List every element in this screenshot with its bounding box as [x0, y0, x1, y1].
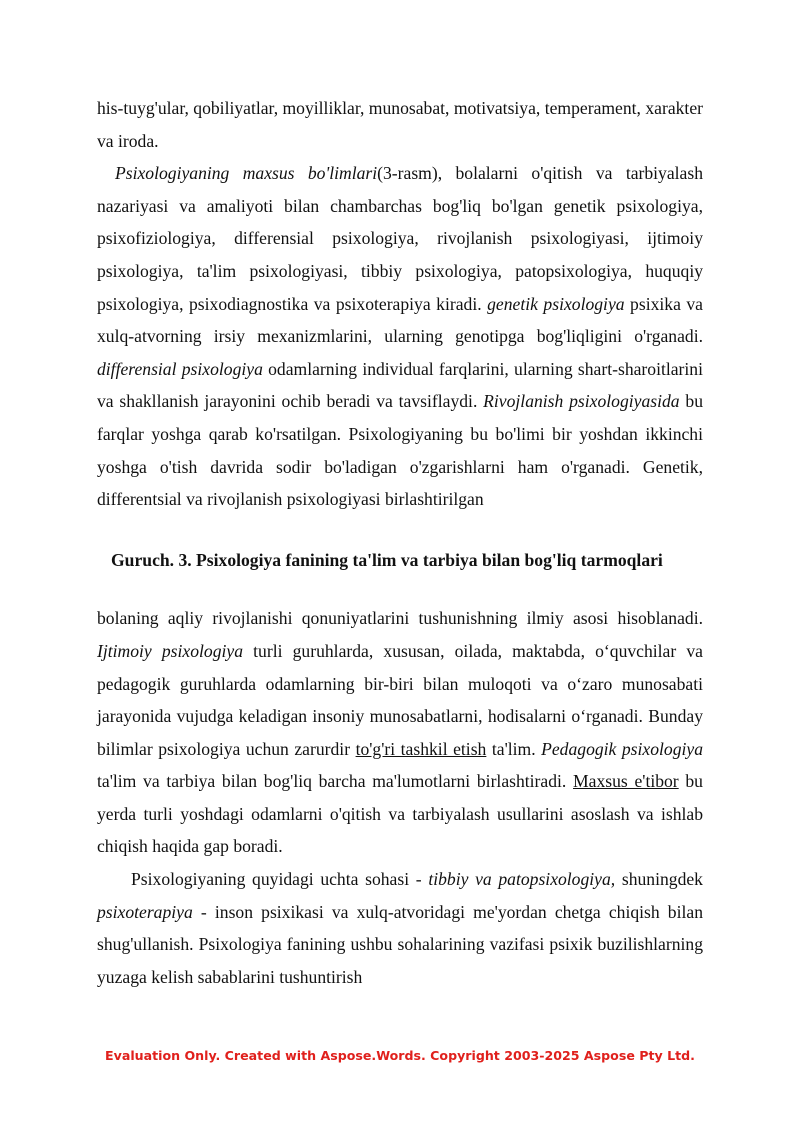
paragraph-4-text-a: Psixologiyaning quyidagi uchta sohasi -	[131, 869, 429, 890]
paragraph-4-text-b: shuningdek	[615, 869, 703, 890]
paragraph-2-text-d: bu farqlar yoshga qarab ko'rsatilgan. Psixologiyaning bu bo'limi bir yoshdan ikkinchi yoshga o'tish davrida sodir bo'ladigan o'zgarishlarni ham o'rganadi. Genetik, differentsial va rivojlanish psixologiyasi birlashtirilgan	[97, 391, 703, 510]
term-maxsus-bolimlari: Psixologiyaning maxsus bo'limlari	[115, 163, 378, 184]
paragraph-1-text: his-tuyg'ular, qobiliyatlar, moyilliklar, munosabat, motivatsiya, temperament, xarakter va iroda.	[97, 98, 703, 151]
document-body	[97, 92, 703, 993]
paragraph-4-text-c: - inson psixikasi va xulq-atvoridagi me'yordan chetga chiqish bilan shug'ullanish. Psixologiya fanining ushbu sohalarining vazifasi psixik buzilishlarning yuzaga kelish sabablarini tushuntirish	[97, 901, 703, 987]
paragraph-3-text-e: bu yerda turli yoshdagi odamlarni o'qitish va tarbiyalash usullarini asoslash va ishlab chiqish haqida gap boradi.	[97, 771, 703, 857]
paragraph-1	[97, 92, 703, 157]
term-pedagogik-psixologiya: Pedagogik psixologiya	[541, 738, 703, 759]
term-genetik-psixologiya: genetik psixologiya	[487, 293, 625, 314]
paragraph-4	[97, 863, 703, 993]
paragraph-2-text-c: odamlarning individual farqlarini, ularning shart-sharoitlarini va shakllanish jarayonini ochib beradi va tavsiflaydi.	[97, 358, 703, 412]
paragraph-3-text-c: ta'lim.	[486, 738, 542, 759]
paragraph-2-text-b: psixika va xulq-atvorning irsiy mexanizmlarini, ularning genotipga bog'liqligini o'rganadi.	[97, 293, 703, 347]
paragraph-3	[97, 602, 703, 863]
term-psixoterapiya: psixoterapiya	[97, 901, 193, 922]
paragraph-2	[97, 157, 703, 516]
paragraph-2-text-a: (3-rasm), bolalarni o'qitish va tarbiyalash nazariyasi va amaliyoti bilan chambarchas bog'liq bo'lgan genetik psixologiya, psixofiziologiya, differensial psixologiya, rivojlanish psixologiyasi, ijtimoiy psixologiya, ta'lim psixologiyasi, tibbiy psixologiya, patopsixologiya, huquqiy psixologiya, psixodiagnostika va psixoterapiya kiradi.	[97, 163, 704, 314]
term-differensial-psixologiya: differensial psixologiya	[97, 358, 263, 379]
term-rivojlanish-psixologiyasida: Rivojlanish psixologiyasida	[483, 391, 680, 412]
evaluation-watermark-footer: Evaluation Only. Created with Aspose.Words. Copyright 2003-2025 Aspose Pty Ltd.	[105, 1048, 695, 1063]
term-ijtimoiy-psixologiya: Ijtimoiy psixologiya	[97, 640, 243, 661]
paragraph-3-text-a: bolaning aqliy rivojlanishi qonuniyatlarini tushunishning ilmiy asosi hisoblanadi.	[97, 608, 703, 629]
term-tibbiy-patopsixologiya: tibbiy va patopsixologiya,	[428, 869, 616, 890]
underlined-phrase-togri-tashkil-etish: to'g'ri tashkil etish	[355, 738, 487, 759]
figure-caption-heading: Guruch. 3. Psixologiya fanining ta'lim va tarbiya bilan bog'liq tarmoqlari	[111, 549, 663, 570]
underlined-phrase-maxsus-etibor: Maxsus e'tibor	[573, 771, 679, 792]
paragraph-3-text-d: ta'lim va tarbiya bilan bog'liq barcha ma'lumotlarni birlashtiradi.	[97, 771, 574, 792]
paragraph-3-text-b: turli guruhlarda, xususan, oilada, maktabda, o‘quvchilar va pedagogik guruhlarda odamlarning bir-biri bilan muloqoti va o‘zaro munosabati jarayonida vujudga keladigan insoniy munosabatlarni, hodisalarni o‘rganadi. Bunday bilimlar psixologiya uchun zarurdir	[97, 640, 703, 759]
